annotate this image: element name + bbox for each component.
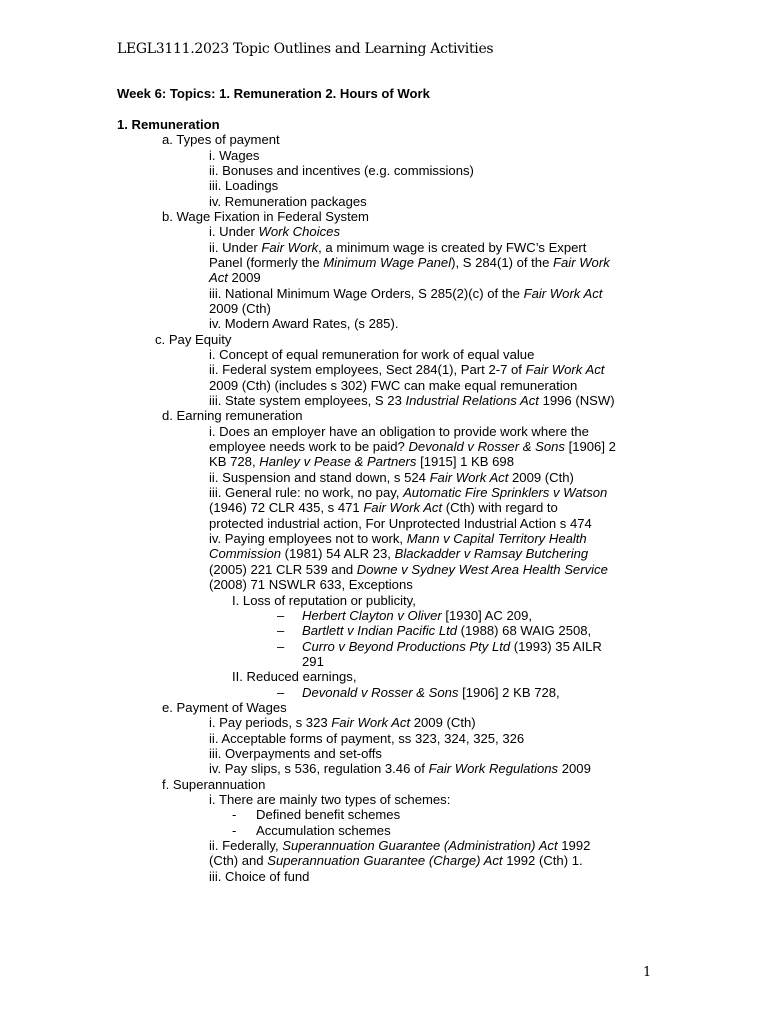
list-item: ii. Bonuses and incentives (e.g. commissions)	[209, 162, 474, 178]
list-item-continued: (2005) 221 CLR 539 and Downe v Sydney West Area Health Service	[209, 561, 608, 577]
dash-bullet: –	[277, 684, 285, 700]
list-item: iii. National Minimum Wage Orders, S 285(2)(c) of the Fair Work Act	[209, 285, 603, 301]
list-item-continued: 2009 (Cth) (includes s 302) FWC can make equal remuneration	[209, 377, 578, 393]
list-item-continued: employee needs work to be paid? Devonald v Rosser & Sons [1906] 2	[209, 439, 616, 455]
list-item: iii. Loadings	[209, 178, 279, 194]
list-item: ii. Federal system employees, Sect 284(1), Part 2-7 of Fair Work Act	[209, 362, 605, 378]
list-item: iv. Modern Award Rates, (s 285).	[209, 316, 399, 332]
list-item-continued: Panel (formerly the Minimum Wage Panel), S 284(1) of the Fair Work	[209, 254, 610, 270]
list-item: iv. Pay slips, s 536, regulation 3.46 of Fair Work Regulations 2009	[209, 761, 591, 777]
list-item: i. There are mainly two types of schemes:	[209, 791, 451, 807]
exception-heading: II. Reduced earnings,	[232, 669, 357, 685]
exception-heading: I. Loss of reputation or publicity,	[232, 592, 416, 608]
list-item-continued: (Cth) and Superannuation Guarantee (Charge) Act 1992 (Cth) 1.	[209, 853, 583, 869]
section-heading: 1. Remuneration	[117, 116, 220, 132]
list-item: ii. Acceptable forms of payment, ss 323, 324, 325, 326	[209, 730, 525, 746]
dash-bullet: –	[277, 638, 285, 654]
list-item: iii. General rule: no work, no pay, Automatic Fire Sprinklers v Watson	[209, 485, 608, 501]
list-item: iii. State system employees, S 23 Industrial Relations Act 1996 (NSW)	[209, 393, 615, 409]
list-item: i. Under Work Choices	[209, 224, 340, 240]
hyphen-bullet: -	[232, 822, 237, 838]
list-item-continued: protected industrial action, For Unprotected Industrial Action s 474	[209, 515, 592, 531]
subsection-heading-b: b. Wage Fixation in Federal System	[162, 208, 369, 224]
subsection-heading-c: c. Pay Equity	[155, 331, 232, 347]
case-list-item: – Bartlett v Indian Pacific Ltd (1988) 68 WAIG 2508,	[277, 623, 592, 639]
outline-body	[117, 86, 657, 884]
list-item-continued: 2009 (Cth)	[209, 300, 271, 316]
subsection-heading-f: f. Superannuation	[162, 776, 266, 792]
case-list-item-continued: 291	[302, 653, 324, 669]
subsection-heading-a: a. Types of payment	[162, 132, 280, 148]
scheme-list-item: - Defined benefit schemes	[232, 807, 401, 823]
list-item-continued: KB 728, Hanley v Pease & Partners [1915] 1 KB 698	[209, 454, 514, 470]
list-item: i. Concept of equal remuneration for work of equal value	[209, 347, 535, 362]
list-item-continued: (2008) 71 NSWLR 633, Exceptions	[209, 577, 413, 593]
hyphen-bullet: -	[232, 807, 237, 823]
list-item: ii. Suspension and stand down, s 524 Fair Work Act 2009 (Cth)	[209, 469, 574, 485]
dash-bullet: –	[277, 607, 285, 623]
running-header: LEGL3111.2023 Topic Outlines and Learning Activities	[117, 41, 494, 57]
list-item: iv. Remuneration packages	[209, 193, 367, 209]
list-item: i. Does an employer have an obligation to provide work where the	[209, 423, 589, 439]
list-item: ii. Under Fair Work, a minimum wage is created by FWC’s Expert	[209, 239, 587, 255]
dash-bullet: –	[277, 623, 285, 639]
list-item: iii. Overpayments and set-offs	[209, 745, 382, 761]
list-item: ii. Federally, Superannuation Guarantee (Administration) Act 1992	[209, 838, 591, 853]
list-item-continued: Act 2009	[209, 270, 261, 286]
scheme-list-item: - Accumulation schemes	[232, 822, 391, 838]
subsection-heading-d: d. Earning remuneration	[162, 408, 303, 424]
list-item: iv. Paying employees not to work, Mann v Capital Territory Health	[209, 531, 587, 547]
list-item-continued: Commission (1981) 54 ALR 23, Blackadder v Ramsay Butchering	[209, 546, 589, 562]
case-list-item: – Herbert Clayton v Oliver [1930] AC 209,	[277, 607, 532, 623]
list-item: iii. Choice of fund	[209, 868, 310, 884]
week-title: Week 6: Topics: 1. Remuneration 2. Hours of Work	[117, 86, 430, 101]
list-item-continued: (1946) 72 CLR 435, s 471 Fair Work Act (Cth) with regard to	[209, 500, 558, 516]
list-item: i. Wages	[209, 147, 260, 163]
subsection-heading-e: e. Payment of Wages	[162, 699, 287, 715]
case-list-item: – Devonald v Rosser & Sons [1906] 2 KB 728,	[277, 684, 560, 700]
list-item: i. Pay periods, s 323 Fair Work Act 2009 (Cth)	[209, 715, 476, 731]
page-number: 1	[643, 965, 652, 980]
case-list-item: – Curro v Beyond Productions Pty Ltd (1993) 35 AILR	[277, 638, 602, 654]
